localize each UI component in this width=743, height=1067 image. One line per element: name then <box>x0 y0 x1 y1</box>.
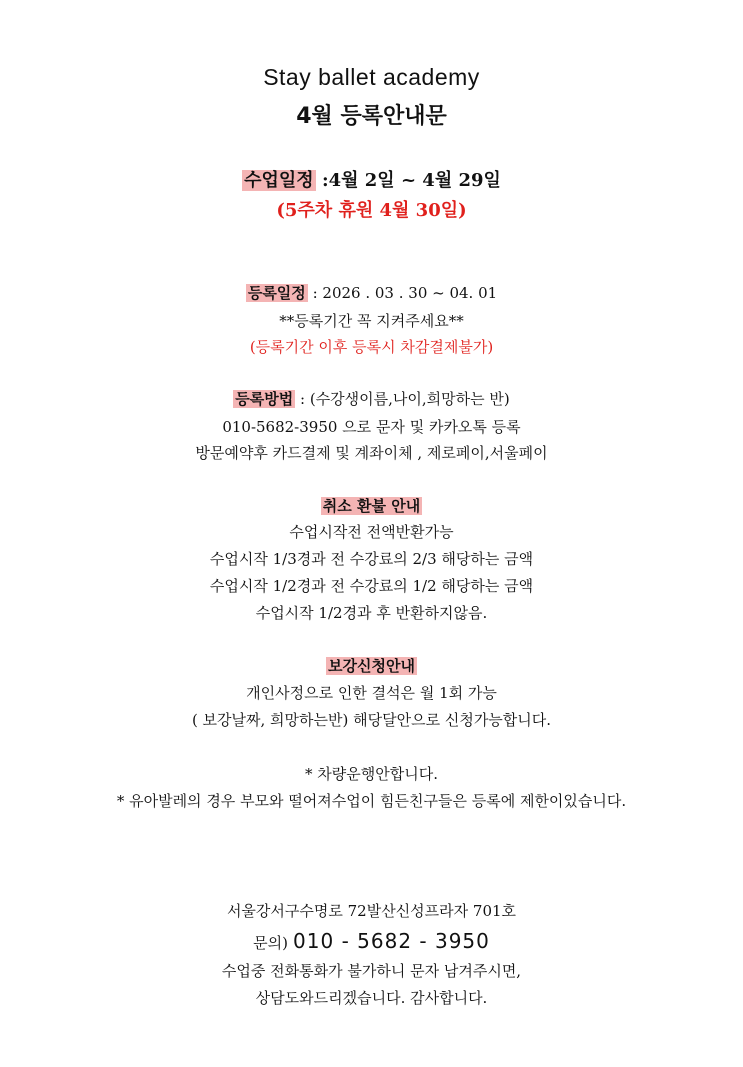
registration-method-contact: 010-5682-3950 으로 문자 및 카카오톡 등록 <box>222 418 521 436</box>
refund-line: 수업시작 1/2경과 전 수강료의 1/2 해당하는 금액 <box>209 577 534 595</box>
makeup-line: 개인사정으로 인한 결석은 월 1회 가능 <box>246 684 497 702</box>
class-schedule-label: 수업일정 <box>244 170 314 191</box>
registration-schedule-line <box>0 284 743 302</box>
makeup-line: ( 보강날짜, 희망하는반) 해당달안으로 신청가능합니다. <box>191 711 552 729</box>
makeup-heading <box>0 657 743 675</box>
contact-label: 문의) <box>253 934 288 952</box>
class-schedule-line <box>0 170 743 192</box>
academy-name: Stay ballet academy <box>263 64 480 90</box>
registration-note: **등록기간 꼭 지켜주세요** <box>279 312 464 330</box>
refund-line: 수업시작전 전액반환가능 <box>289 523 454 541</box>
notice-line: * 차량운행안합니다. <box>305 765 438 783</box>
class-schedule-note: (5주차 휴원 4월 30일) <box>276 200 467 221</box>
contact-phone: 010 - 5682 - 3950 <box>293 929 490 953</box>
registration-method-value: : (수강생이름,나이,희망하는 반) <box>300 390 510 408</box>
footer-message: 수업중 전화통화가 불가하니 문자 남겨주시면, <box>221 962 522 980</box>
footer-address: 서울강서구수명로 72발산신성프라자 701호 <box>226 902 517 920</box>
footer-contact-line <box>0 929 743 953</box>
document-title: 4월 등록안내문 <box>296 104 447 129</box>
refund-label: 취소 환불 안내 <box>322 497 421 515</box>
refund-heading <box>0 497 743 515</box>
registration-schedule-value: : 2026 . 03 . 30 ~ 04. 01 <box>312 284 498 302</box>
registration-method-label: 등록방법 <box>235 390 294 408</box>
registration-method-line <box>0 390 743 408</box>
footer-message: 상담도와드리겠습니다. 감사합니다. <box>255 989 488 1007</box>
class-schedule-value: :4월 2일 ~ 4월 29일 <box>321 170 501 191</box>
refund-line: 수업시작 1/3경과 전 수강료의 2/3 해당하는 금액 <box>209 550 534 568</box>
refund-line: 수업시작 1/2경과 후 반환하지않음. <box>255 604 488 622</box>
registration-schedule-label: 등록일정 <box>247 284 306 302</box>
registration-warning: (등록기간 이후 등록시 차감결제불가) <box>249 338 494 356</box>
notice-line: * 유아발레의 경우 부모와 떨어져수업이 힘든친구들은 등록에 제한이있습니다. <box>116 792 627 810</box>
makeup-label: 보강신청안내 <box>328 657 415 675</box>
registration-method-payment: 방문예약후 카드결제 및 계좌이체 , 제로페이,서울페이 <box>195 444 548 462</box>
